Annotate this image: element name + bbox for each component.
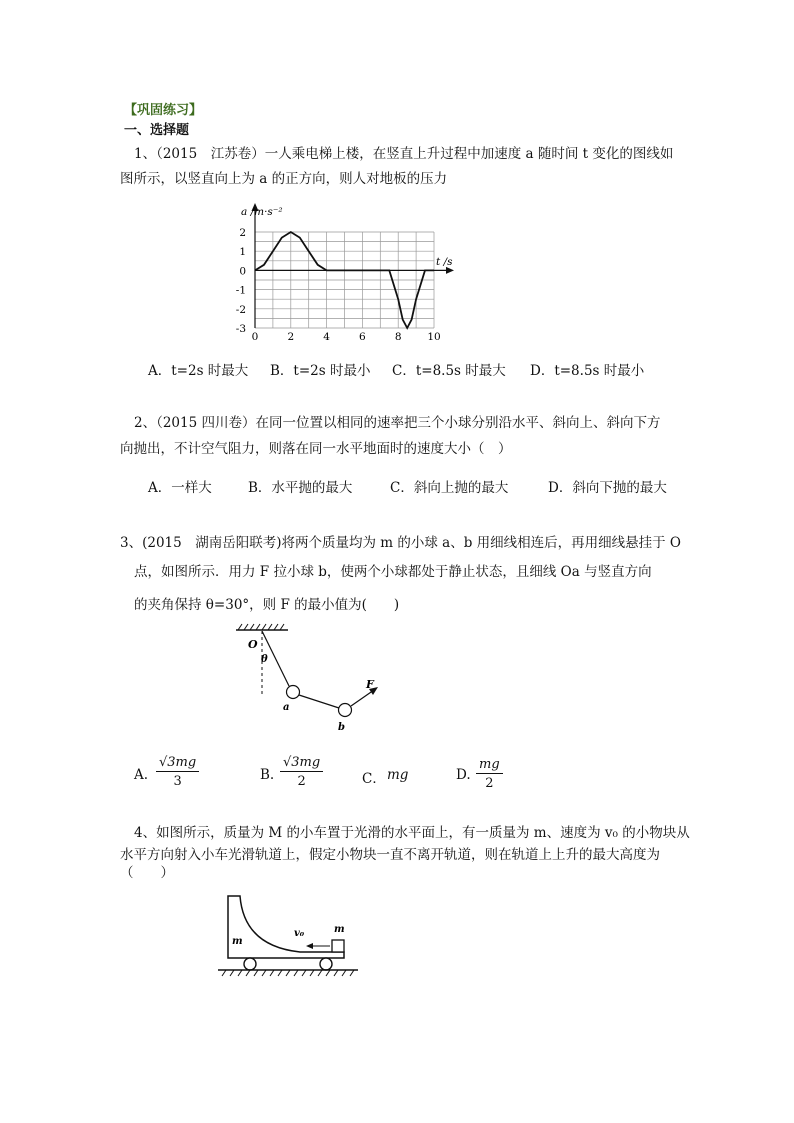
q2-option-c[interactable]: C．斜向上抛的最大	[390, 480, 509, 496]
x-tick-label: 8	[394, 331, 402, 343]
y-tick-label: 0	[239, 265, 246, 278]
x-tick-label: 2	[287, 331, 295, 343]
q3-option-b[interactable]	[280, 755, 323, 789]
q2-option-b[interactable]: B．水平抛的最大	[248, 480, 353, 496]
q3-option-d[interactable]	[476, 757, 503, 791]
chart-ticks	[236, 227, 441, 343]
q3-option-b-num: √3mg	[280, 755, 323, 772]
block	[332, 940, 344, 952]
q1-acceleration-chart	[228, 198, 468, 346]
section-title: 一、选择题	[124, 123, 190, 138]
y-tick-label: 2	[239, 227, 246, 239]
label-f: F	[366, 678, 374, 691]
cart-body	[228, 896, 344, 958]
velocity-arrowhead	[306, 943, 313, 949]
chart-ylabel: a /m·s⁻²	[241, 206, 283, 218]
x-tick-label: 4	[323, 331, 330, 343]
label-block-m: m	[334, 924, 345, 935]
label-a: a	[283, 702, 290, 713]
string-ab	[299, 695, 339, 708]
q3-line2: 点，如图所示．用力 F 拉小球 b，使两个小球都处于静止状态，且细线 Oa 与竖直方向	[134, 564, 652, 580]
q3-option-a-den: 3	[173, 774, 182, 789]
q3-option-c-label[interactable]: C．	[362, 771, 386, 787]
ball-a	[287, 686, 300, 699]
q2-option-a[interactable]: A．一样大	[148, 480, 212, 496]
y-tick-label: -1	[235, 284, 246, 297]
chart-xlabel: t /s	[436, 256, 453, 268]
q2-line2: 向抛出，不计空气阻力，则落在同一水平地面时的速度大小（ ）	[120, 441, 512, 457]
q1-option-c[interactable]: C．t=8.5s 时最大	[392, 363, 506, 379]
q4-line2: 水平方向射入小车光滑轨道上，假定小物块一直不离开轨道，则在轨道上上升的最大高度为	[120, 847, 660, 863]
ball-b	[339, 704, 352, 717]
q3-option-d-den: 2	[485, 776, 494, 791]
label-theta: θ	[261, 654, 268, 665]
chart-axes	[252, 203, 455, 328]
y-tick-label: 1	[239, 246, 246, 259]
y-tick-label: -3	[235, 323, 246, 335]
q3-option-a-num: √3mg	[156, 755, 199, 772]
section-label: 【巩固练习】	[124, 103, 203, 118]
q2-option-d[interactable]: D．斜向下抛的最大	[548, 480, 667, 496]
q4-line1: 4、如图所示，质量为 M 的小车置于光滑的水平面上，有一质量为 m、速度为 v₀ 的小物块从	[134, 825, 690, 841]
q3-option-a[interactable]	[156, 755, 199, 789]
q3-option-d-label[interactable]: D.	[456, 767, 471, 783]
x-tick-label: 0	[251, 331, 259, 343]
q3-line3: 的夹角保持 θ=30°，则 F 的最小值为( )	[134, 597, 400, 613]
label-o: O	[248, 638, 258, 651]
ground-hatch	[222, 970, 354, 976]
q1-line2: 图所示，以竖直向上为 a 的正方向，则人对地板的压力	[120, 171, 448, 187]
q3-option-d-num: mg	[476, 757, 503, 774]
q4-cart-figure	[214, 890, 364, 980]
q1-option-b[interactable]: B．t=2s 时最小	[270, 363, 371, 379]
label-b: b	[338, 722, 345, 733]
q3-line1: 3、(2015 湖南岳阳联考)将两个质量均为 m 的小球 a、b 用细线相连后，再用细线悬挂于 O	[120, 535, 681, 551]
chart-grid	[255, 232, 434, 328]
q3-option-c-value[interactable]: mg	[387, 767, 409, 783]
q3-pendulum-figure	[228, 622, 398, 738]
q4-line3: （ ）	[120, 865, 174, 881]
label-cart-m: m	[232, 936, 243, 947]
wheel-left	[244, 958, 256, 970]
label-v0: v₀	[294, 928, 305, 939]
q1-line1: 1、（2015 江苏卷）一人乘电梯上楼，在竖直上升过程中加速度 a 随时间 t 变化的图线如	[134, 146, 674, 162]
wheel-right	[320, 958, 332, 970]
ceiling-hatch	[236, 624, 288, 630]
q3-option-b-label[interactable]: B.	[260, 767, 275, 783]
x-tick-label: 10	[427, 331, 441, 343]
force-arrow	[351, 690, 374, 706]
q1-option-a[interactable]: A．t=2s 时最大	[148, 363, 249, 379]
q2-line1: 2、（2015 四川卷）在同一位置以相同的速率把三个小球分别沿水平、斜向上、斜向下方	[134, 415, 661, 431]
y-tick-label: -2	[235, 303, 246, 316]
x-tick-label: 6	[359, 331, 366, 343]
q1-option-d[interactable]: D．t=8.5s 时最小	[530, 363, 645, 379]
q3-option-b-den: 2	[297, 774, 306, 789]
q3-option-a-label[interactable]: A.	[134, 767, 149, 783]
